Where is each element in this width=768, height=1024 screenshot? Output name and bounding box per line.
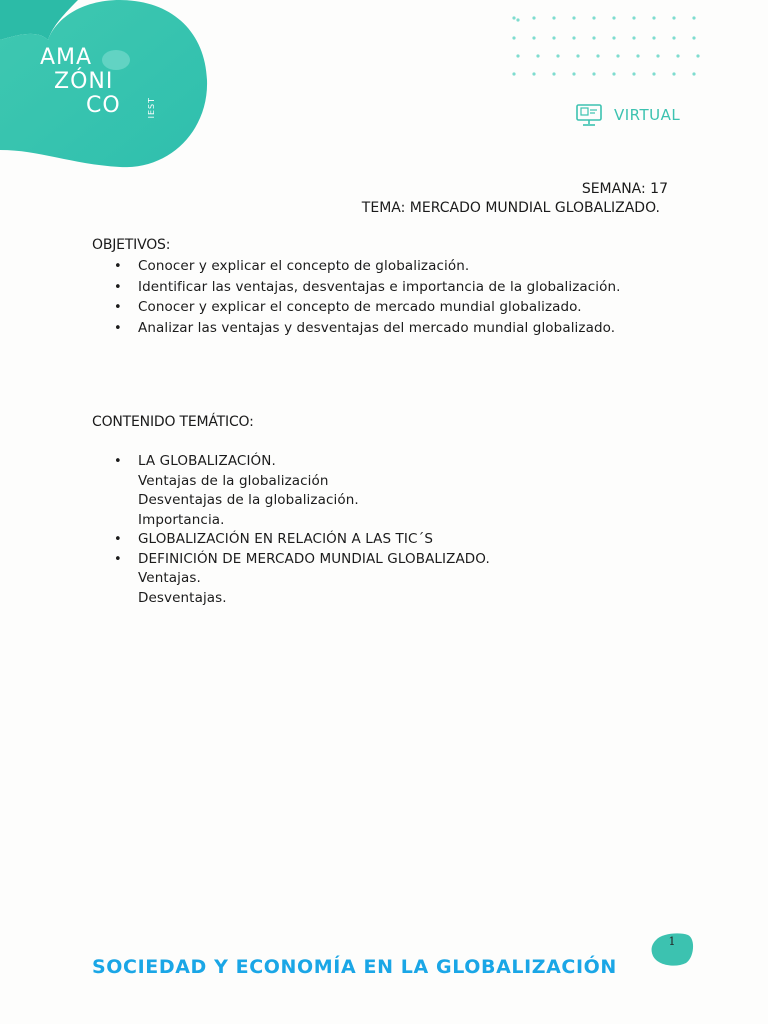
decorative-dot [652,36,655,39]
decorative-dot [576,54,579,57]
decorative-dot [692,36,695,39]
week-label: SEMANA: 17 [581,181,668,197]
content-list [92,452,676,608]
objectives-heading: OBJETIVOS: [92,237,171,253]
decorative-dot [516,54,519,57]
logo-line-3-text: CO [86,93,121,118]
decorative-dot [512,16,515,19]
decorative-dot [696,54,699,57]
list-item [92,550,676,609]
list-item [92,319,676,339]
decorative-dot [532,72,535,75]
list-item [92,530,676,550]
decorative-dot [592,16,595,19]
decorative-dot [652,16,655,19]
decorative-dot [552,36,555,39]
footer-course-title: SOCIEDAD Y ECONOMÍA EN LA GLOBALIZACIÓN [92,956,617,978]
decorative-dot [592,72,595,75]
decorative-dot [572,36,575,39]
content-heading: CONTENIDO TEMÁTICO: [92,414,254,430]
logo-line-1: AMA [40,45,93,70]
decorative-dot [672,36,675,39]
decorative-dot [596,54,599,57]
logo-suffix: IEST [147,97,156,119]
decorative-dot [632,16,635,19]
list-item-text: Conocer y explicar el concepto de mercado mundial globalizado. [138,299,582,315]
decorative-dot [536,54,539,57]
logo-line-2: ZÓNI [54,69,114,94]
decorative-dot [516,18,519,21]
decorative-dot [692,72,695,75]
list-item [92,257,676,277]
list-item-title: • LA GLOBALIZACIÓN. [138,453,276,469]
list-item-text: Identificar las ventajas, desventajas e importancia de la globalización. [138,278,621,295]
decorative-dot [616,54,619,57]
decorative-dot [656,54,659,57]
sub-item: Importancia. [138,511,225,528]
decorative-dot [512,36,515,39]
decorative-dot [672,72,675,75]
list-item-text: Analizar las ventajas y desventajas del mercado mundial globalizado. [138,319,616,336]
decorative-dot [612,36,615,39]
sub-item: Ventajas de la globalización [138,472,329,489]
list-item-title: • DEFINICIÓN DE MERCADO MUNDIAL GLOBALIZADO. [138,550,490,567]
decorative-dot [612,72,615,75]
decorative-dot [532,36,535,39]
virtual-badge [576,104,680,126]
monitor-icon [576,104,602,126]
topic-title: TEMA: MERCADO MUNDIAL GLOBALIZADO. [361,200,660,216]
list-item [92,298,676,318]
decorative-dot [532,16,535,19]
list-item [92,452,676,530]
decorative-dot [632,72,635,75]
decorative-dot [556,54,559,57]
decorative-dot [572,16,575,19]
decorative-dot [512,72,515,75]
decorative-dot [652,72,655,75]
decorative-dot-grid [508,12,718,82]
virtual-label: VIRTUAL [614,106,681,124]
amazonico-logo [40,45,156,119]
list-item [92,278,676,298]
list-item-title: • GLOBALIZACIÓN EN RELACIÓN A LAS TIC´S [138,531,434,547]
decorative-dot [572,72,575,75]
decorative-dot [612,16,615,19]
decorative-dot [636,54,639,57]
sub-item: Desventajas de la globalización. [138,492,359,508]
decorative-dot [676,54,679,57]
decorative-dot [592,36,595,39]
decorative-dot [552,16,555,19]
decorative-dot [552,72,555,75]
decorative-dot [672,16,675,19]
objectives-list [92,257,676,339]
sub-item: Desventajas. [138,589,227,606]
sub-item: Ventajas. [138,570,201,586]
logo-line-3 [40,93,156,119]
decorative-dot [692,16,695,19]
list-item-text: Conocer y explicar el concepto de globalización. [138,258,470,274]
decorative-dot [632,36,635,39]
page-number: 1 [668,935,676,948]
